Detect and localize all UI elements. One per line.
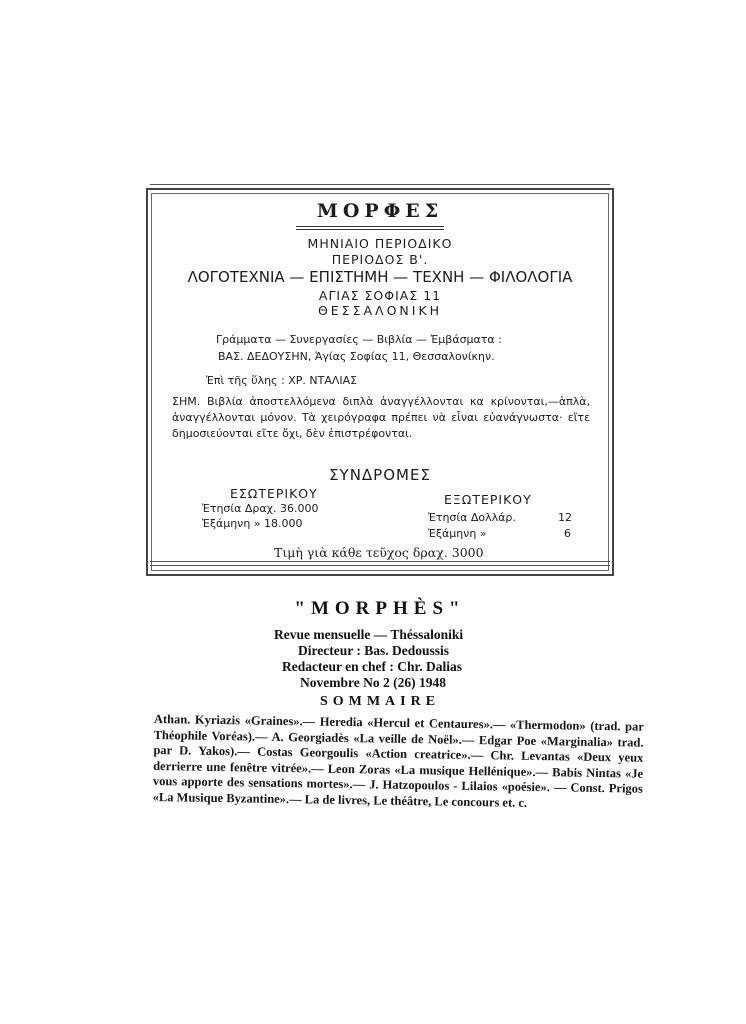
foreign-semiannual-value: 6 (564, 527, 571, 540)
note-paragraph: ΣΗΜ. Βιβλία ἀποστελλόμενα διπλὰ ἀναγγέλλονται κα κρίνονται,—ἁπλὰ, ἀναγγέλλονται μόνον. Τὰ χειρόγραφα πρέπει νὰ εἶναι εὐανάγνωστα· εἴτε δημοσιεύονται εἴτε ὄχι, δὲν ἐπιστρέφονται. (172, 395, 590, 440)
mail-line-1: Γράμματα — Συνεργασίες — Βιβλία — Ἐμβάσματα : (216, 333, 502, 346)
mail-line-2: ΒΑΣ. ΔΕΔΟΥΣΗΝ, Ἁγίας Σοφίας 11, Θεσσαλονίκην. (218, 350, 495, 363)
title-underline (296, 226, 444, 230)
bottom-double-rule (150, 561, 610, 566)
editor-line: Ἐπὶ τῆς ὕλης : ΧΡ. ΝΤΑΛΙΑΣ (206, 374, 358, 387)
issue-price: Τιμὴ γιὰ κάθε τεῦχος δραχ. 3000 (274, 545, 484, 560)
french-line-revue: Revue mensuelle — Théssaloniki (274, 627, 464, 642)
foreign-annual-label: Ἐτησία Δολλάρ. (428, 511, 516, 524)
summary-paragraph: Athan. Kyriazis «Graines».— Heredia «Hercul et Centaures».— «Thermodon» (trad. par Théophile Voréas).— A. Georgiadès «La veille de Noël».— Edgar Poe «Marginalia» trad. par D. Yakos).— Costas Georgoulis «Action creatrice».— Chr. Levantas «Deux yeux derrierre une fenêtre vitrée».— Leon Zoras «La musique Hellénique».— Babis Nintas «Je vous apporte des sensations mortes».— J. Hatzopoulos - Lilaios «poésie». — Const. Prigos «La Musique Byzantine».— La de livres, Le théâtre, Le concours et. c. (152, 712, 644, 810)
subscriptions-title: ΣΥΝΔΡΟΜΕΣ (329, 466, 431, 484)
french-line-issue: Novembre No 2 (26) 1948 (300, 675, 446, 690)
domestic-annual: Ἐτησία Δραχ. 36.000 (202, 502, 319, 515)
foreign-semiannual-label: Ἑξάμηνη » (428, 527, 487, 540)
subtitle-monthly: ΜΗΝΙΑΙΟ ΠΕΡΙΟΔΙΚΟ (307, 236, 453, 251)
domestic-heading: ΕΣΩΤΕΡΙΚΟΥ (230, 486, 318, 501)
french-line-directeur: Directeur : Bas. Dedoussis (298, 643, 449, 658)
fields-line: ΛΟΓΟΤΕΧΝΙΑ — ΕΠΙΣΤΗΜΗ — ΤΕΧΝΗ — ΦΙΛΟΛΟΓΙΑ (187, 268, 573, 286)
domestic-semiannual: Ἑξάμηνη » 18.000 (202, 517, 303, 530)
subtitle-period: ΠΕΡΙΟΔΟΣ Β'. (331, 252, 429, 267)
address-line: ΑΓΙΑΣ ΣΟΦΙΑΣ 11 (318, 288, 442, 303)
city-line: ΘΕΣΣΑΛΟΝΙΚΗ (317, 303, 443, 318)
french-line-redacteur: Redacteur en chef : Chr. Dalias (282, 659, 462, 674)
french-title: "MORPHÈS" (294, 598, 466, 619)
magazine-title: ΜΟΡΦΕΣ (316, 200, 444, 222)
sommaire-heading: SOMMAIRE (319, 694, 441, 709)
foreign-annual-value: 12 (558, 511, 572, 524)
foreign-heading: ΕΞΩΤΕΡΙΚΟΥ (444, 492, 532, 507)
